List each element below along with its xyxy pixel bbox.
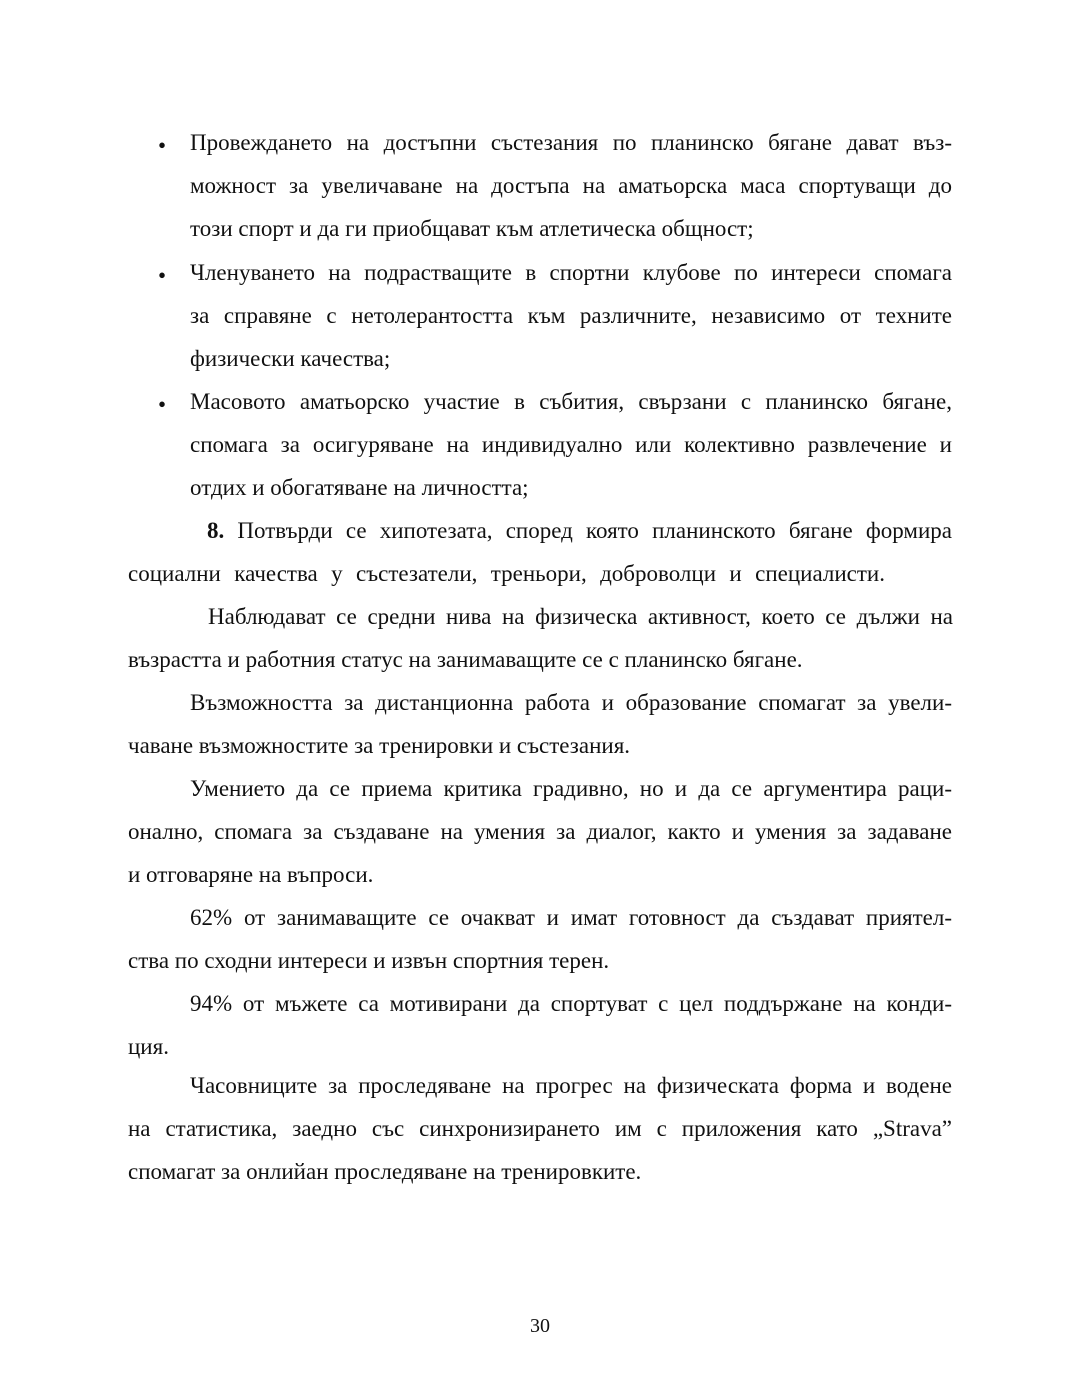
bullet-2-line-1: Членуването на подрастващите в спортни клубове по интереси спомага <box>190 260 952 285</box>
bullet-2-line-2: за справяне с нетолерантостта към различните, независимо от техните <box>190 303 952 328</box>
critique-line-3: и отговаряне на въпроси. <box>128 862 374 887</box>
critique-line-2: онално, спомага за създаване на умения за диалог, както и умения за задаване <box>128 819 952 844</box>
stat-62-line-1: 62% от занимаващите се очакват и имат готовност да създават приятел- <box>190 905 952 930</box>
stat-94-line-1: 94% от мъжете са мотивирани да спортуват с цел поддържане на конди- <box>190 991 952 1016</box>
critique-line-1: Умението да се приема критика градивно, но и да се аргументира раци- <box>190 776 952 801</box>
paragraph-8-line-1: 8. Потвърди се хипотезата, според която планинското бягане формира <box>207 518 952 543</box>
watches-line-2: на статистика, заедно със синхронизирането им с приложения като „Strava” <box>128 1116 952 1141</box>
paragraph-number: 8. <box>207 518 225 543</box>
bullet-3-line-2: спомага за осигуряване на индивидуално или колективно развлечение и <box>190 432 952 457</box>
watches-line-1: Часовниците за проследяване на прогрес на физическата форма и водене <box>190 1073 952 1098</box>
stat-94-line-2: ция. <box>128 1034 169 1059</box>
watches-line-3: спомагат за онлийан проследяване на тренировките. <box>128 1159 642 1184</box>
bullet-2-line-3: физически качества; <box>190 346 391 371</box>
activity-line-1: Наблюдават се средни нива на физическа активност, което се дължи на <box>208 604 953 629</box>
bullet-3-line-3: отдих и обогатяване на личността; <box>190 475 529 500</box>
bullet-marker: • <box>158 263 167 288</box>
remote-line-2: чаване възможностите за тренировки и състезания. <box>128 733 631 758</box>
bullet-marker: • <box>158 392 167 417</box>
activity-line-2: възрастта и работния статус на занимаващите се с планинско бягане. <box>128 647 803 672</box>
stat-62-line-2: ства по сходни интереси и извън спортния терен. <box>128 948 610 973</box>
remote-line-1: Възможността за дистанционна работа и образование спомагат за увели- <box>190 690 952 715</box>
paragraph-8-line-2: социални качества у състезатели, треньори, доброволци и специалисти. <box>128 561 885 586</box>
bullet-1-line-3: този спорт и да ги приобщават към атлетическа общност; <box>190 216 754 241</box>
bullet-1-line-2: можност за увеличаване на достъпа на аматьорска маса спортуващи до <box>190 173 952 198</box>
bullet-3-line-1: Масовото аматьорско участие в събития, свързани с планинско бягане, <box>190 389 952 414</box>
bullet-1-line-1: Провеждането на достъпни състезания по планинско бягане дават въз- <box>190 130 952 155</box>
page-number: 30 <box>530 1315 550 1337</box>
bullet-marker: • <box>158 133 167 158</box>
